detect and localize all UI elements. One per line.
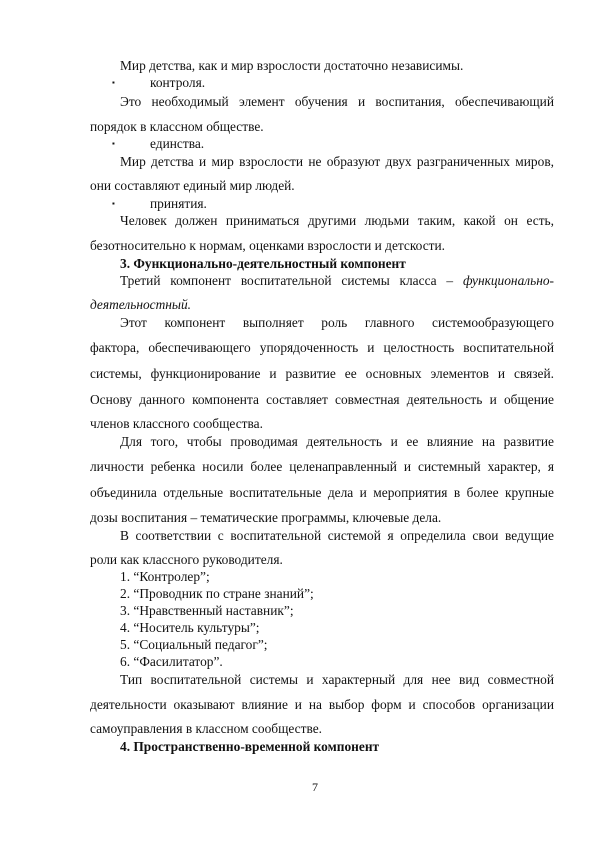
text-line: объединила отдельные воспитательные дела и мероприятия в более крупные (90, 485, 554, 500)
bullet-label: принятия. (150, 196, 207, 211)
text-line: порядок в классном обществе. (90, 119, 264, 134)
bullet-item (112, 196, 576, 212)
text-line: безотносительно к нормам, оценками взрослости и детскости. (90, 238, 446, 253)
bullet-label: контроля. (150, 75, 206, 90)
text-line: Мир детства, как и мир взрослости достаточно независимы. (120, 58, 464, 73)
text-line: фактора, обеспечивающего упорядоченность и целостность воспитательной (90, 340, 554, 355)
text-line: Тип воспитательной системы и характерный для нее вид совместной (120, 672, 554, 687)
bullet-icon: ▪ (112, 199, 115, 208)
text-line: Основу данного компонента составляет совместная деятельность и общение (90, 392, 554, 407)
list-item: 2. “Проводник по стране знаний”; (120, 586, 314, 601)
list-item: 4. “Носитель культуры”; (120, 620, 260, 635)
bullet-icon: ▪ (112, 139, 115, 148)
text-line: системы, функционирование и развитие ее основных элементов и связей. (90, 366, 554, 381)
text-line: Для того, чтобы проводимая деятельность и ее влияние на развитие (120, 434, 554, 449)
list-item: 1. “Контролер”; (120, 569, 210, 584)
list-item: 5. “Социальный педагог”; (120, 637, 268, 652)
text-line: В соответствии с воспитательной системой я определила свои ведущие (120, 528, 554, 543)
bullet-item (112, 75, 576, 91)
page-number: 7 (312, 780, 318, 794)
text-line: Человек должен приниматься другими людьми таким, какой он есть, (120, 213, 554, 228)
text-line: Мир детства и мир взрослости не образуют двух разграниченных миров, (120, 154, 554, 169)
text-line: Этот компонент выполняет роль главного системообразующего (120, 315, 554, 330)
section-heading: 3. Функционально-деятельностный компонент (120, 256, 406, 271)
text-line: деятельности оказывают влияние и на выбор форм и способов организации (90, 697, 554, 712)
text-line: роли как классного руководителя. (90, 552, 283, 567)
text-line: они составляют единый мир людей. (90, 178, 295, 193)
text-fragment: Третий компонент воспитательной системы класса – (120, 273, 454, 288)
bullet-label: единства. (150, 136, 205, 151)
italic-term: деятельностный. (90, 297, 192, 312)
italic-term: функционально- (462, 273, 555, 288)
list-item: 3. “Нравственный наставник”; (120, 603, 294, 618)
section-heading: 4. Пространственно-временной компонент (120, 739, 380, 754)
text-line: членов классного сообщества. (90, 416, 263, 431)
text-line (120, 273, 554, 289)
text-line: личности ребенка носили более целенаправленный и системный характер, я (90, 459, 554, 474)
list-item: 6. “Фасилитатор”. (120, 654, 223, 669)
bullet-item (112, 136, 576, 152)
text-line: самоуправления в классном сообществе. (90, 721, 323, 736)
text-line: Это необходимый элемент обучения и воспитания, обеспечивающий (120, 94, 554, 109)
bullet-icon: ▪ (112, 78, 115, 87)
text-line: дозы воспитания – тематические программы, ключевые дела. (90, 510, 442, 525)
